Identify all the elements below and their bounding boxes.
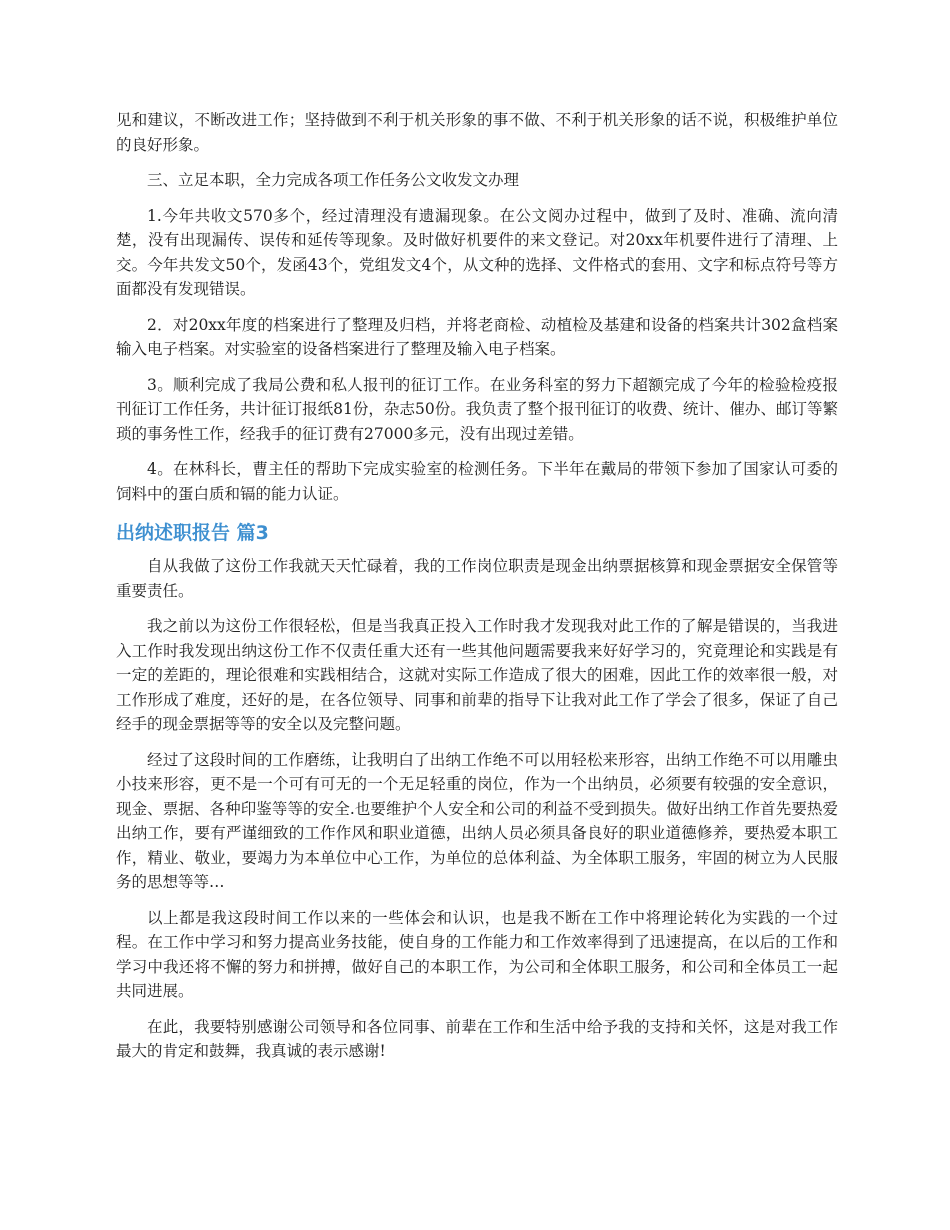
paragraph-body: 自从我做了这份工作我就天天忙碌着，我的工作岗位职责是现金出纳票据核算和现金票据安全保管等重要责任。: [116, 557, 838, 600]
paragraph-body: 经过了这段时间的工作磨练，让我明白了出纳工作绝不可以用轻松来形容，出纳工作绝不可以用雕虫小技来形容，更不是一个可有可无的一个无足轻重的岗位，作为一个出纳员，必须要有较强的安全意识，现金、票据、各种印鉴等等的安全.也要维护个人安全和公司的利益不受到损失。做好出纳工作首先要热爱出纳工作，要有严谨细致的工作作风和职业道德，出纳人员必须具备良好的职业道德修养，要热爱本职工作，精业、敬业，要竭力为本单位中心工作，为单位的总体利益、为全体职工服务，牢固的树立为人民服务的思想等等…: [116, 750, 838, 891]
section-heading: 出纳述职报告 篇3: [116, 522, 269, 544]
paragraph-body: 以上都是我这段时间工作以来的一些体会和认识，也是我不断在工作中将理论转化为实践的一个过程。在工作中学习和努力提高业务技能，使自身的工作能力和工作效率得到了迅速提高，在以后的工作和学习中我还将不懈的努力和拼搏，做好自己的本职工作，为公司和全体职工服务，和公司和全体员工一起共同进展。: [116, 908, 838, 1000]
paragraph-body: 在此，我要特别感谢公司领导和各位同事、前辈在工作和生活中给予我的支持和关怀，这是对我工作最大的肯定和鼓舞，我真诚的表示感谢!: [116, 1017, 838, 1060]
paragraph-item-3: 3。顺利完成了我局公费和私人报刊的征订工作。在业务科室的努力下超额完成了今年的检验检疫报刊征订工作任务，共计征订报纸81份，杂志50份。我负责了整个报刊征订的收费、统计、催办、邮订等繁琐的事务性工作，经我手的征订费有27000多元，没有出现过差错。: [116, 375, 838, 443]
paragraph-item-2: 2．对20xx年度的档案进行了整理及归档，并将老商检、动植检及基建和设备的档案共计302盒档案输入电子档案。对实验室的设备档案进行了整理及输入电子档案。: [116, 315, 838, 358]
paragraph-item-1: 1.今年共收文570多个，经过清理没有遗漏现象。在公文阅办过程中，做到了及时、准确、流向清楚，没有出现漏传、误传和延传等现象。及时做好机要件的来文登记。对20xx年机要件进行了清理、上交。今年共发文50个，发函43个，党组发文4个，从文种的选择、文件格式的套用、文字和标点符号等方面都没有发现错误。: [116, 206, 838, 298]
paragraph-section-three-title: 三、立足本职，全力完成各项工作任务公文收发文办理: [147, 171, 520, 189]
paragraph-item-4: 4。在林科长，曹主任的帮助下完成实验室的检测任务。下半年在戴局的带领下参加了国家认可委的饲料中的蛋白质和镉的能力认证。: [116, 460, 838, 503]
document-page: [116, 108, 838, 1075]
paragraph-body: 我之前以为这份工作很轻松，但是当我真正投入工作时我才发现我对此工作的了解是错误的，当我进入工作时我发现出纳这份工作不仅责任重大还有一些其他问题需要我来好好学习的，究竟理论和实践是有一定的差距的，理论很难和实践相结合，这就对实际工作造成了很大的困难，因此工作的效率很一般，对工作形成了难度，还好的是，在各位领导、同事和前辈的指导下让我对此工作了学会了很多，保证了自己经手的现金票据等等的安全以及完整问题。: [116, 617, 838, 733]
paragraph-continuation: 见和建议，不断改进工作；坚持做到不利于机关形象的事不做、不利于机关形象的话不说，积极维护单位的良好形象。: [116, 111, 838, 154]
